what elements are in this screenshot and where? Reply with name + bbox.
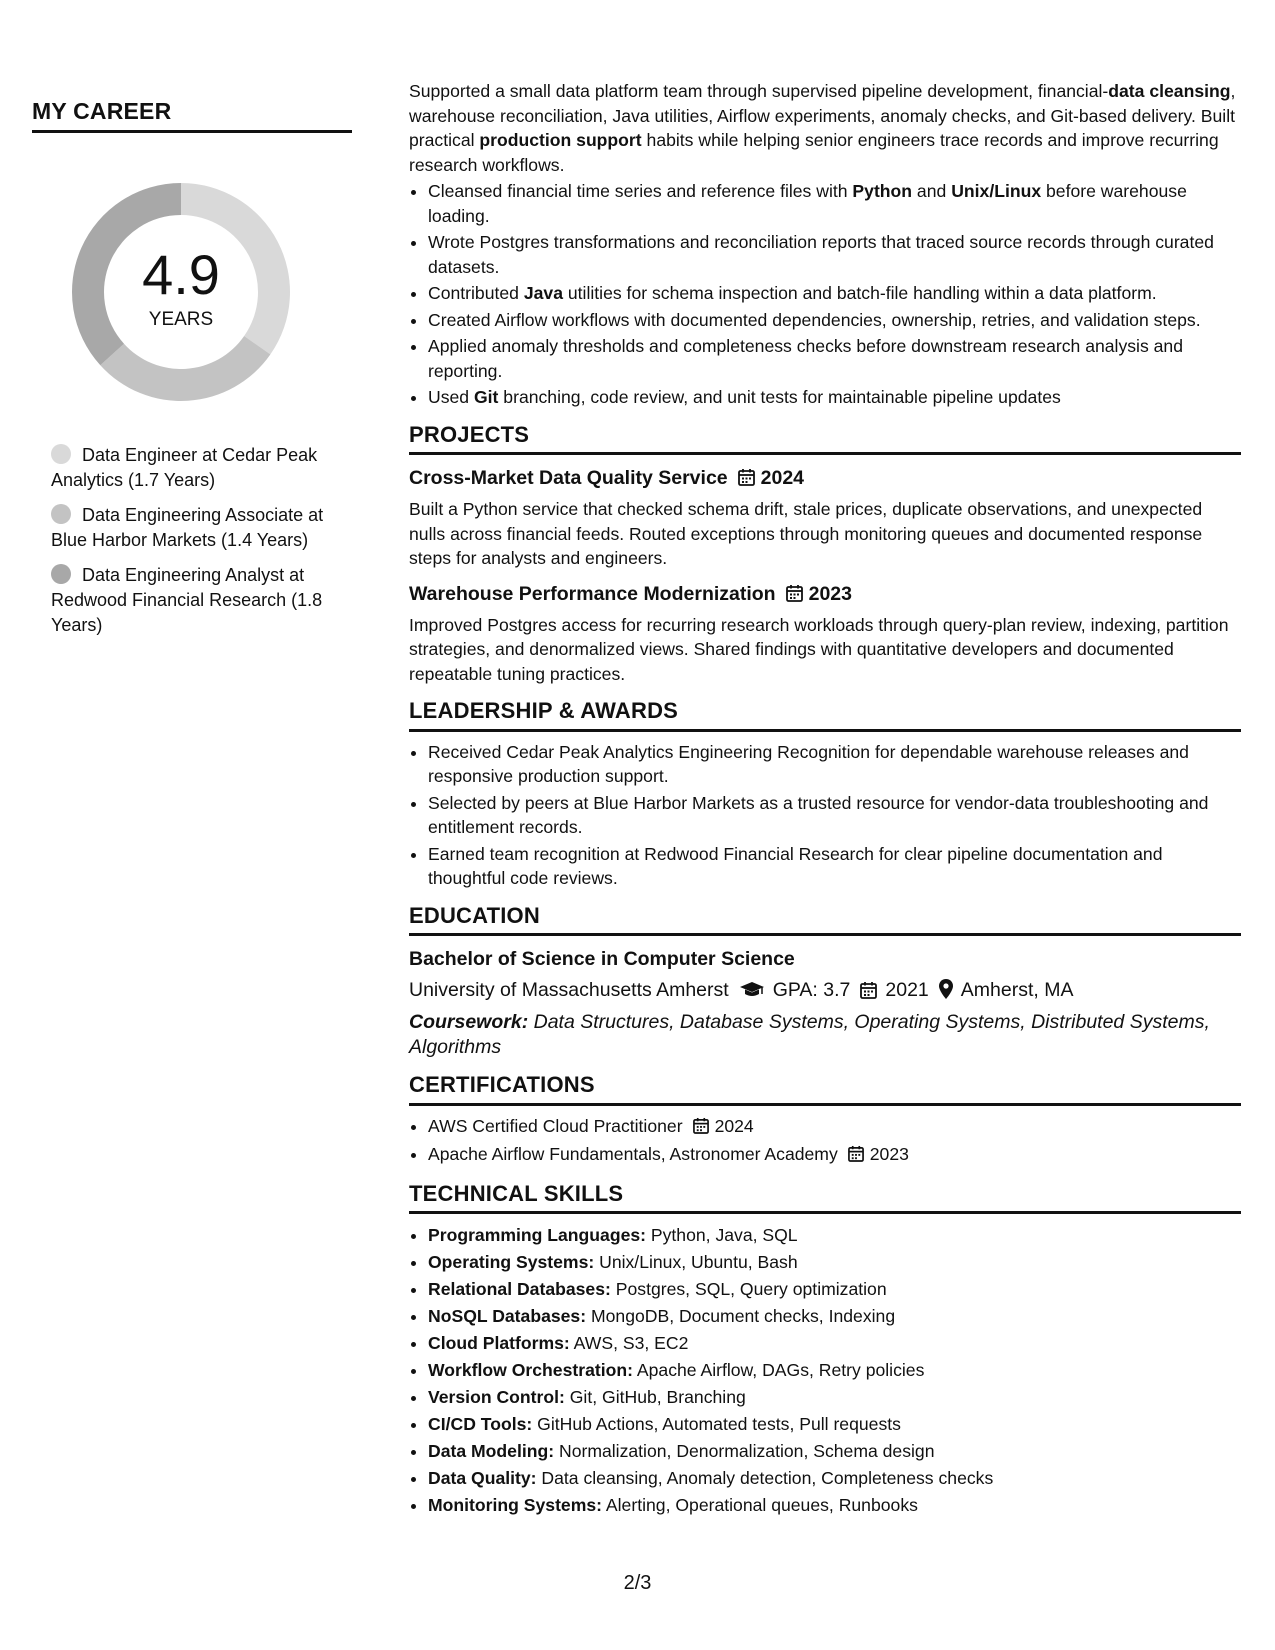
project-description: Improved Postgres access for recurring research workloads through query-plan review, indexing, partition strategies, and denormalized views. Shared findings with quantitative developers and documented repeatable tuning practices. [409,614,1229,684]
degree-title: Bachelor of Science in Computer Science [409,948,795,970]
skill-item [428,1276,1241,1302]
certification-name: Apache Airflow Fundamentals, Astronomer Academy [428,1144,838,1164]
skill-item [428,1330,1241,1356]
skill-label: Cloud Platforms: [428,1333,570,1353]
skill-value: MongoDB, Document checks, Indexing [586,1306,896,1326]
donut-segment-2 [100,336,270,401]
legend-label: Data Engineering Analyst at Redwood Financial Research (1.8 Years) [51,565,323,635]
legend-dot [51,444,71,464]
skill-label: Data Quality: [428,1468,537,1488]
certification-name: AWS Certified Cloud Practitioner [428,1115,683,1136]
summary-keyword: production support [479,130,642,150]
skill-value: Alerting, Operational queues, Runbooks [602,1495,918,1515]
calendar-icon [738,467,755,494]
experience-bullet: • Applied anomaly thresholds and completeness checks before downstream research analysis and reporting. [428,334,1241,383]
career-legend [32,443,352,638]
graduation-year: 2021 [885,979,929,1001]
skill-value: Postgres, SQL, Query optimization [610,1279,887,1299]
certification-item [428,1142,1241,1169]
education-details [409,975,1241,1008]
skill-label: Data Modeling: [428,1441,555,1461]
main-column [409,79,1241,1519]
bullet-text: and [912,181,952,201]
graduation-cap-icon [739,978,765,1008]
legend-label: Data Engineering Associate at Blue Harbor Markets (1.4 Years) [51,505,324,550]
skill-label: Programming Languages: [428,1225,646,1245]
bullet-text: utilities for schema inspection and batch-file handling within a data platform. [563,283,1157,303]
certifications-list [409,1114,1241,1169]
skill-label: Monitoring Systems: [428,1495,602,1515]
experience-bullet: • Wrote Postgres transformations and reconciliation reports that traced source records through curated datasets. [428,230,1241,279]
career-sidebar [32,98,352,648]
bullet-text: Cleansed financial time series and reference files with [428,181,853,201]
bullet-keyword: Unix/Linux [951,181,1042,201]
calendar-icon [848,1144,864,1169]
skill-item [428,1357,1241,1383]
project-year: 2024 [760,467,805,489]
leadership-item: • Received Cedar Peak Analytics Engineering Recognition for dependable warehouse releases and responsive production support. [428,740,1241,789]
bullet-text: Contributed [428,283,524,303]
career-title: MY CAREER [32,98,352,133]
summary-text: , warehouse reconciliation, Java utilities, Airflow experiments, anomaly checks, and Git-based delivery. Built practical [409,81,1236,150]
legend-item [51,563,331,638]
skill-value: Apache Airflow, DAGs, Retry policies [632,1360,925,1380]
skill-label: Operating Systems: [428,1252,595,1272]
skill-label: NoSQL Databases: [428,1306,587,1326]
page-number: 2/3 [623,1572,652,1594]
certifications-heading: CERTIFICATIONS [409,1073,1241,1106]
skill-item [428,1438,1241,1464]
calendar-icon [786,583,803,610]
project-name: Warehouse Performance Modernization [409,582,776,605]
leadership-list [409,740,1241,891]
leadership-heading: LEADERSHIP & AWARDS [409,699,1241,732]
legend-item [51,443,331,493]
skill-value: Unix/Linux, Ubuntu, Bash [594,1252,798,1272]
skill-label: Relational Databases: [428,1279,611,1299]
project-title-row [409,581,1241,610]
skill-value: Git, GitHub, Branching [564,1387,746,1407]
experience-bullet [428,385,1241,410]
skill-item [428,1303,1241,1329]
skill-item [428,1222,1241,1248]
career-donut-chart [66,177,296,407]
skill-label: Version Control: [428,1387,565,1407]
legend-dot [51,504,71,524]
skill-item [428,1249,1241,1275]
gpa: GPA: 3.7 [772,979,851,1001]
summary-keyword: data cleansing [1108,81,1231,101]
skill-value: Python, Java, SQL [646,1225,798,1245]
skill-item [428,1411,1241,1437]
school-location: Amherst, MA [960,979,1074,1001]
certification-year: 2024 [714,1115,754,1136]
skill-value: AWS, S3, EC2 [569,1333,689,1353]
experience-bullets [409,179,1241,410]
summary-text: habits while helping senior engineers trace records and improve recurring research workflows. [409,130,1219,175]
skill-item [428,1492,1241,1518]
skills-heading: TECHNICAL SKILLS [409,1182,1241,1215]
skill-value: Normalization, Denormalization, Schema design [554,1441,935,1461]
legend-item [51,503,331,553]
coursework-list: Data Structures, Database Systems, Operating Systems, Distributed Systems, Algorithms [409,1011,1210,1058]
bullet-text: branching, code review, and unit tests for maintainable pipeline updates [498,387,1061,407]
certification-year: 2023 [869,1144,909,1164]
school-name: University of Massachusetts Amherst [409,979,729,1001]
location-pin-icon [939,978,953,1008]
skills-list [409,1222,1241,1518]
bullet-keyword: Java [523,283,563,303]
project-name: Cross-Market Data Quality Service [409,467,728,489]
calendar-icon [693,1116,709,1141]
coursework [409,1010,1241,1060]
project-description: Built a Python service that checked schema drift, stale prices, duplicate observations, and unexpected nulls across financial feeds. Routed exceptions through monitoring queues and documented response steps for analysts and engineers. [409,499,1203,568]
experience-summary [409,79,1241,177]
summary-text: Supported a small data platform team through supervised pipeline development, financial- [409,81,1109,101]
leadership-item: • Earned team recognition at Redwood Financial Research for clear pipeline documentation and thoughtful code reviews. [428,842,1241,891]
education-heading: EDUCATION [409,904,1241,937]
bullet-text: before warehouse loading. [428,181,1187,226]
skill-value: Data cleansing, Anomaly detection, Completeness checks [536,1468,994,1488]
bullet-keyword: Python [852,181,913,201]
bullet-keyword: Git [473,387,499,407]
total-years-unit: YEARS [148,309,214,330]
experience-bullet [428,281,1241,306]
experience-bullet: • Created Airflow workflows with documented dependencies, ownership, retries, and validation steps. [428,308,1241,333]
legend-dot [51,564,71,584]
leadership-item: • Selected by peers at Blue Harbor Markets as a trusted resource for vendor-data troubleshooting and entitlement records. [428,791,1241,840]
skill-value: GitHub Actions, Automated tests, Pull requests [532,1414,901,1434]
project-title-row [409,465,1241,494]
skill-label: Workflow Orchestration: [428,1360,633,1380]
projects-heading: PROJECTS [409,423,1241,456]
coursework-label: Coursework: [409,1011,529,1033]
project-year: 2023 [808,582,852,605]
certification-item [428,1114,1241,1141]
experience-bullet [428,179,1241,228]
skill-item [428,1384,1241,1410]
bullet-text: Used [428,387,474,407]
calendar-icon [860,978,877,1008]
legend-label: Data Engineer at Cedar Peak Analytics (1.7 Years) [51,445,318,490]
skill-label: CI/CD Tools: [428,1414,533,1434]
skill-item [428,1465,1241,1491]
total-years-value: 4.9 [142,243,220,306]
